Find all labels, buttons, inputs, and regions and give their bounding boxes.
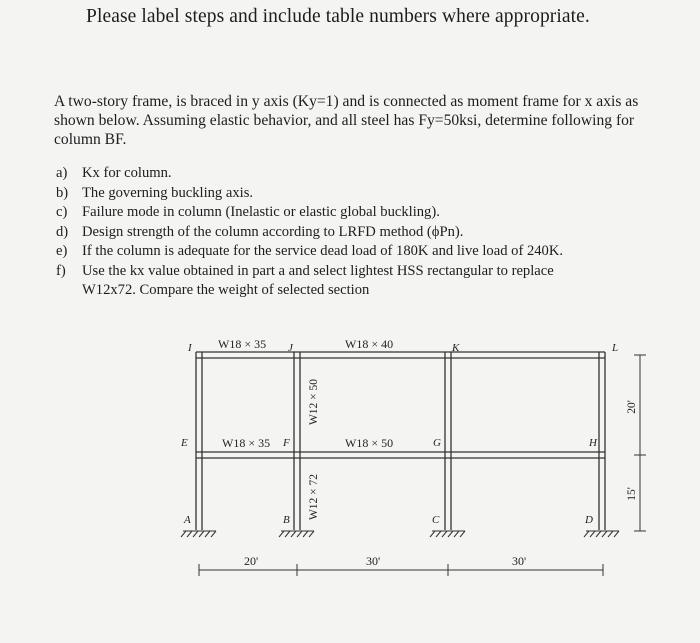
task-label: e)	[56, 243, 68, 259]
joint-label-H: H	[589, 437, 597, 449]
task-text: Design strength of the column according to LRFD method (ϕPn).	[82, 223, 464, 240]
task-label: c)	[56, 204, 68, 220]
joint-label-F: F	[283, 437, 290, 449]
instruction-header: Please label steps and include table numbers where appropriate.	[86, 6, 590, 27]
joint-label-G: G	[433, 437, 441, 449]
task-label: f)	[56, 262, 66, 279]
support-B	[279, 531, 314, 537]
task-label: b)	[56, 184, 69, 201]
support-C	[430, 531, 465, 537]
task-f-continuation: W12x72. Compare the weight of selected section	[82, 282, 370, 298]
beam-label-mid-left: W18 × 35	[222, 436, 271, 450]
task-label: d)	[56, 223, 69, 240]
column-C-K	[445, 352, 451, 530]
column-label-upper: W12 × 50	[308, 378, 320, 426]
joint-label-J: J	[288, 342, 293, 354]
joint-label-D: D	[585, 514, 593, 526]
beam-label-top-left: W18 × 35	[218, 337, 267, 351]
task-text: Failure mode in column (Inelastic or elastic global buckling).	[82, 204, 440, 220]
height-label-upper: 20'	[626, 400, 638, 414]
joint-label-L: L	[612, 342, 619, 354]
joint-label-K: K	[452, 342, 460, 354]
height-label-lower: 15'	[626, 487, 638, 501]
column-B-J	[294, 352, 300, 530]
joint-label-I: I	[188, 342, 192, 354]
roof-beam	[196, 352, 605, 358]
task-text: Kx for column.	[82, 165, 172, 181]
span-label-2: 30'	[366, 554, 381, 568]
span-label-3: 30'	[512, 554, 527, 568]
joint-label-B: B	[283, 514, 290, 526]
task-text: If the column is adequate for the service dead load of 180K and live load of 240K.	[82, 243, 564, 259]
dimension-lines	[199, 355, 646, 576]
task-label: a)	[56, 165, 68, 181]
floor-beam	[196, 452, 605, 458]
task-text: The governing buckling axis.	[82, 184, 254, 201]
joint-label-C: C	[432, 514, 440, 526]
column-label-lower: W12 × 72	[308, 473, 320, 521]
joint-label-E: E	[181, 437, 188, 449]
problem-statement: A two-story frame, is braced in y axis (Ky=1) and is connected as moment frame for x axis as shown below. Assuming elastic behavior, and all steel has Fy=50ksi, determine following for column BF.	[54, 93, 639, 148]
supports	[181, 531, 619, 537]
task-text: Use the kx value obtained in part a and select lightest HSS rectangular to replace	[82, 262, 554, 279]
column-D-L	[599, 352, 605, 530]
support-D	[584, 531, 619, 537]
joint-label-A: A	[184, 514, 191, 526]
span-label-1: 20'	[244, 554, 259, 568]
beam-label-mid-mid: W18 × 50	[345, 436, 394, 450]
support-A	[181, 531, 216, 537]
column-A-I	[196, 352, 202, 530]
beam-label-top-mid: W18 × 40	[345, 337, 394, 351]
